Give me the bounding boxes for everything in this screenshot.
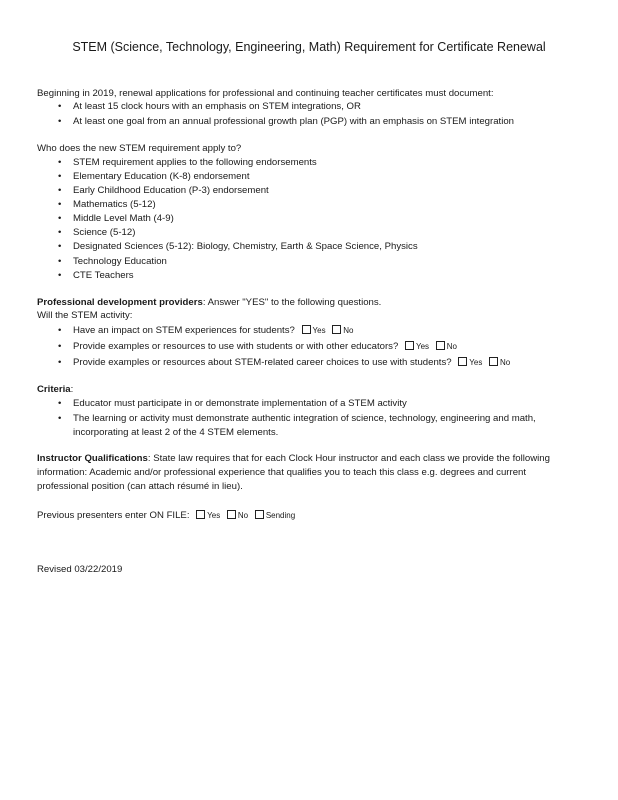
instructor-label: Instructor Qualifications xyxy=(37,453,148,464)
bullet-icon: • xyxy=(58,241,62,252)
on-file-yes-checkbox[interactable] xyxy=(196,510,205,519)
providers-label: Professional development providers xyxy=(37,297,203,308)
intro-text: Beginning in 2019, renewal applications for professional and continuing teacher certificates must document: xyxy=(37,88,494,99)
bullet-icon: • xyxy=(58,357,62,368)
no-label: No xyxy=(446,342,457,351)
on-file-sending-checkbox[interactable] xyxy=(255,510,264,519)
revised-date: Revised 03/22/2019 xyxy=(37,564,123,575)
bullet-icon: • xyxy=(58,171,62,182)
no-label: No xyxy=(500,358,511,367)
question-text: Provide examples or resources about STEM-related career choices to use with students? xyxy=(73,357,452,368)
bullet-icon: • xyxy=(58,101,62,112)
yes-checkbox[interactable] xyxy=(405,341,414,350)
question-text: Have an impact on STEM experiences for students? xyxy=(73,325,295,336)
bullet-icon: • xyxy=(58,227,62,238)
who-question: Who does the new STEM requirement apply to? xyxy=(37,143,242,154)
criteria-colon: : xyxy=(70,384,74,395)
on-file-no-checkbox[interactable] xyxy=(227,510,236,519)
bullet-icon: • xyxy=(58,256,62,267)
yes-label: Yes xyxy=(469,358,483,367)
no-checkbox[interactable] xyxy=(489,357,498,366)
page-title: STEM (Science, Technology, Engineering, Math) Requirement for Certificate Renewal xyxy=(72,40,546,54)
yes-label: Yes xyxy=(415,342,430,351)
providers-will: Will the STEM activity: xyxy=(37,310,133,321)
bullet-icon: • xyxy=(58,270,62,281)
bullet-icon: • xyxy=(58,199,62,210)
providers-heading xyxy=(37,297,381,309)
on-file-no-label: No xyxy=(237,511,249,520)
criteria-heading xyxy=(37,384,73,396)
no-checkbox[interactable] xyxy=(436,341,445,350)
yes-checkbox[interactable] xyxy=(302,325,311,334)
instructor-line-1: Instructor Qualifications: State law requires that for each Clock Hour instructor and each class we provide the following xyxy=(37,453,550,464)
document-page: STEM (Science, Technology, Engineering, Math) Requirement for Certificate Renewal Beginning in 2019, renewal applications for professional and continuing teacher certificates must document: • At least 15 clock hours with an emphasis on STEM integrations, OR • At least one goal from an annual professional growth plan (PGP) with an emphasis on STEM integration Who does the new STEM requirement apply to? • STEM requirement applies to the following endorsements • Elementary Education (K-8) endorsement • Early Childhood Education (P-3) endorsement • Mathematics (5-12) • Middle Level Math (4-9) • Science (5-12) • Designated Sciences (5-12): Biology, Chemistry, Earth & Space Science, Physics • Technology Education • CTE Teachers Professional development providers: Answer "YES" to the following questions. Will the STEM activity: • Have an impact on STEM experiences for students? Yes No • Provide examples or resources to use with students or with other educators? Yes No • Provide examples or resources about STEM-related career choices to use with students? Yes No Criteria: • Educator must participate in or demonstrate implementation of a STEM activity • The learning or activity must demonstrate authentic integration of science, technology, engineering and math, incorporating at least 2 of the 4 STEM elements. Instructor Qualifications: State law requires that for each Clock Hour instructor and each class we provide the following information: Academic and/or professional experience that qualifies you to teach this class e.g. degrees and current professional position (can attach résumé in lieu). Previous presenters enter ON FILE: Yes No Sending Revised 03/22/2019 xyxy=(0,0,618,800)
bullet-icon: • xyxy=(58,157,62,168)
question-text: Provide examples or resources to use with students or with other educators? xyxy=(73,341,399,352)
bullet-icon: • xyxy=(58,116,62,127)
bullet-icon: • xyxy=(58,413,62,424)
yes-label: Yes xyxy=(312,326,326,335)
instructor-line-3: professional position (can attach résumé in lieu). xyxy=(37,481,243,492)
bullet-icon: • xyxy=(58,213,62,224)
instructor-line-2: information: Academic and/or professional experience that qualifies you to teach this class e.g. degrees and current xyxy=(37,467,527,478)
on-file-sending-label: Sending xyxy=(265,511,296,520)
bullet-icon: • xyxy=(58,185,62,196)
bullet-icon: • xyxy=(58,325,62,336)
bullet-icon: • xyxy=(58,341,62,352)
criteria-label: Criteria xyxy=(37,384,71,395)
bullet-icon: • xyxy=(58,398,62,409)
providers-instruction: : Answer "YES" to the following questions. xyxy=(202,297,382,308)
no-checkbox[interactable] xyxy=(332,325,341,334)
previous-presenters xyxy=(37,510,295,522)
no-label: No xyxy=(343,326,354,335)
previous-text: Previous presenters enter ON FILE: xyxy=(37,510,190,521)
on-file-yes-label: Yes xyxy=(207,511,221,520)
yes-checkbox[interactable] xyxy=(458,357,467,366)
